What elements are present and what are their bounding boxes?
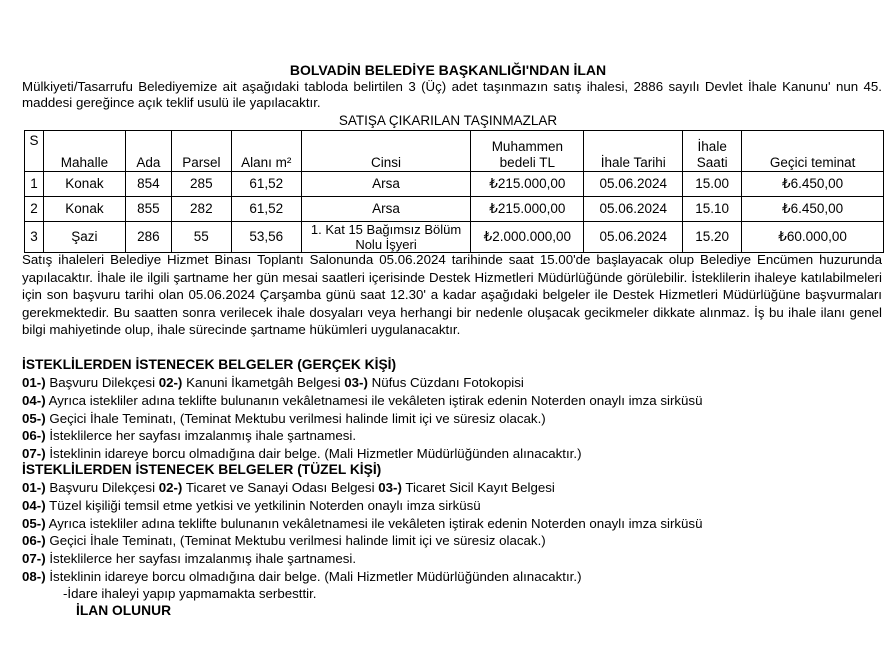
cell-teminat: ₺6.450,00 [742,197,884,222]
cell-cinsi: Arsa [301,197,471,222]
cell-bedel: ₺2.000.000,00 [471,222,584,253]
list-item [22,445,882,463]
item-number: 03-) [378,480,402,495]
gercek-kisi-heading: İSTEKLİLERDEN İSTENECEK BELGELER (GERÇEK KİŞİ) [22,357,397,372]
cell-tarih: 05.06.2024 [584,222,683,253]
cell-parsel: 285 [171,172,231,197]
list-item [22,568,882,586]
item-text: İsteklinin idareye borcu olmadığına dair belge. (Mali Hizmetler Müdürlüğünden alınacaktır.) [45,568,582,584]
cell-alan: 61,52 [231,172,301,197]
item-number: 06-) [22,533,46,549]
item-number: 02-) [158,375,183,390]
list-item [22,532,882,550]
list-item [22,392,882,410]
cell-saat: 15.20 [683,222,742,253]
cell-ada: 854 [125,172,171,197]
item-text: Ticaret ve Sanayi Odası Belgesi [182,480,379,495]
cell-bedel: ₺215.000,00 [471,172,584,197]
item-number: 05-) [22,515,46,531]
header-parsel: Parsel [171,131,231,172]
list-item [22,427,882,445]
item-number: 03-) [344,375,368,390]
cell-ada: 855 [125,197,171,222]
cell-mahalle: Şazi [43,222,125,253]
item-text: Geçici İhale Teminatı, (Teminat Mektubu verilmesi halinde limit içi ve süresiz olacak.) [45,410,546,426]
item-number: 04-) [22,392,46,408]
cell-saat: 15.10 [683,197,742,222]
item-text: Ayrıca istekliler adına teklifte bulunanın vekâletnamesi ile vekâleten iştirak edenin Noterden onaylı imza sirküsü [45,515,703,531]
cell-parsel: 282 [171,197,231,222]
item-number: 08-) [22,568,46,584]
page-title: BOLVADİN BELEDİYE BAŞKANLIĞI'NDAN İLAN [289,62,607,78]
table-row [25,197,884,222]
cell-tarih: 05.06.2024 [584,172,683,197]
item-text: İsteklilerce her sayfası imzalanmış ihale şartnamesi. [45,428,357,444]
cell-cinsi [301,222,471,253]
cell-sno: 1 [25,172,44,197]
item-text: İsteklilerce her sayfası imzalanmış ihale şartnamesi. [45,551,357,567]
item-number: 06-) [22,428,46,444]
cell-bedel: ₺215.000,00 [471,197,584,222]
item-text: Başvuru Dilekçesi [45,480,159,495]
cell-cinsi: Arsa [301,172,471,197]
item-text: Başvuru Dilekçesi [45,375,159,390]
header-sno: S [25,131,44,172]
header-cinsi: Cinsi [301,131,471,172]
header-mahalle: Mahalle [43,131,125,172]
item-text: Geçici İhale Teminatı, (Teminat Mektubu verilmesi halinde limit içi ve süresiz olacak.) [45,533,546,549]
item-text: Nüfus Cüzdanı Fotokopisi [367,375,524,390]
cell-mahalle: Konak [43,172,125,197]
list-item [22,497,882,515]
item-number: 01-) [22,375,46,390]
tuzel-kisi-heading: İSTEKLİLERDEN İSTENECEK BELGELER (TÜZEL KİŞİ) [22,462,382,477]
list-item [22,374,882,392]
header-ada: Ada [125,131,171,172]
item-number: 07-) [22,446,46,462]
item-text: Ayrıca istekliler adına teklifte bulunanın vekâletnamesi ile vekâleten iştirak edenin Noterden onaylı imza sirküsü [45,392,703,408]
cell-alan: 53,56 [231,222,301,253]
item-text: Ticaret Sicil Kayıt Belgesi [401,480,555,495]
intro-paragraph: Mülkiyeti/Tasarrufu Belediyemize ait aşağıdaki tabloda belirtilen 3 (Üç) adet taşınmazın satış ihalesi, 2886 sayılı Devlet İhale Kanunu' nun 45. maddesi gereğince açık teklif usulü ile yapılacaktır. [22,79,882,110]
cell-sno: 3 [25,222,44,253]
list-item [22,550,882,568]
cell-saat: 15.00 [683,172,742,197]
header-tarih: İhale Tarihi [584,131,683,172]
cell-teminat: ₺6.450,00 [742,172,884,197]
cinsi-text: 1. Kat 15 Bağımsız Bölüm Nolu İşyeri [310,222,462,252]
cell-mahalle: Konak [43,197,125,222]
cell-sno: 2 [25,197,44,222]
list-item [22,410,882,428]
item-text: İsteklinin idareye borcu olmadığına dair belge. (Mali Hizmetler Müdürlüğünden alınacaktır.) [45,446,582,462]
properties-table [24,130,884,253]
table-row [25,172,884,197]
item-number: 02-) [158,480,183,495]
gercek-kisi-list [22,374,882,463]
item-number: 04-) [22,497,46,513]
tuzel-kisi-list [22,479,882,586]
cell-teminat: ₺60.000,00 [742,222,884,253]
list-item [22,515,882,533]
table-row [25,222,884,253]
conditions-paragraph: Satış ihaleleri Belediye Hizmet Binası Toplantı Salonunda 05.06.2024 tarihinde saat 15.00'de başlayacak olup Belediye Encümen huzurunda yapılacaktır. İhale ile ilgili şartname her gün mesai saatleri içerisinde Destek Hizmetleri Müdürlüğünde görülebilir. İsteklilerin ihaleye katılabilmeleri için son başvuru tarihi olan 05.06.2024 Çarşamba günü saat 12.30' a kadar aşağıdaki belgeler ile Destek Hizmetleri Müdürlüğüne başvurmaları gerekmektedir. Bu saatten sonra verilecek ihale dosyaları veya herhangi bir nedenle oluşacak gecikmeler dikkate alınmaz. İş bu ihale ilanı genel bilgi mahiyetinde olup, ihale sürecinde şartname hükümleri uygulanacaktır. [22,252,882,338]
cell-parsel: 55 [171,222,231,253]
item-number: 01-) [22,480,46,495]
discretion-note: -İdare ihaleyi yapıp yapmamakta serbesttir. [63,586,317,601]
item-number: 07-) [22,551,46,567]
item-text: Kanuni İkametgâh Belgesi [182,375,345,390]
header-saat: İhale Saati [683,131,742,172]
cell-alan: 61,52 [231,197,301,222]
item-number: 05-) [22,410,46,426]
header-teminat: Geçici teminat [742,131,884,172]
cell-ada: 286 [125,222,171,253]
table-caption: SATIŞA ÇIKARILAN TAŞINMAZLAR [338,113,558,128]
list-item [22,479,882,497]
closing-statement: İLAN OLUNUR [76,603,172,618]
table-header-row [25,131,884,172]
header-bedel: Muhammen bedeli TL [471,131,584,172]
header-alan: Alanı m² [231,131,301,172]
cell-tarih: 05.06.2024 [584,197,683,222]
item-text: Tüzel kişiliği temsil etme yetkisi ve yetkilinin Noterden onaylı imza sirküsü [45,497,481,513]
